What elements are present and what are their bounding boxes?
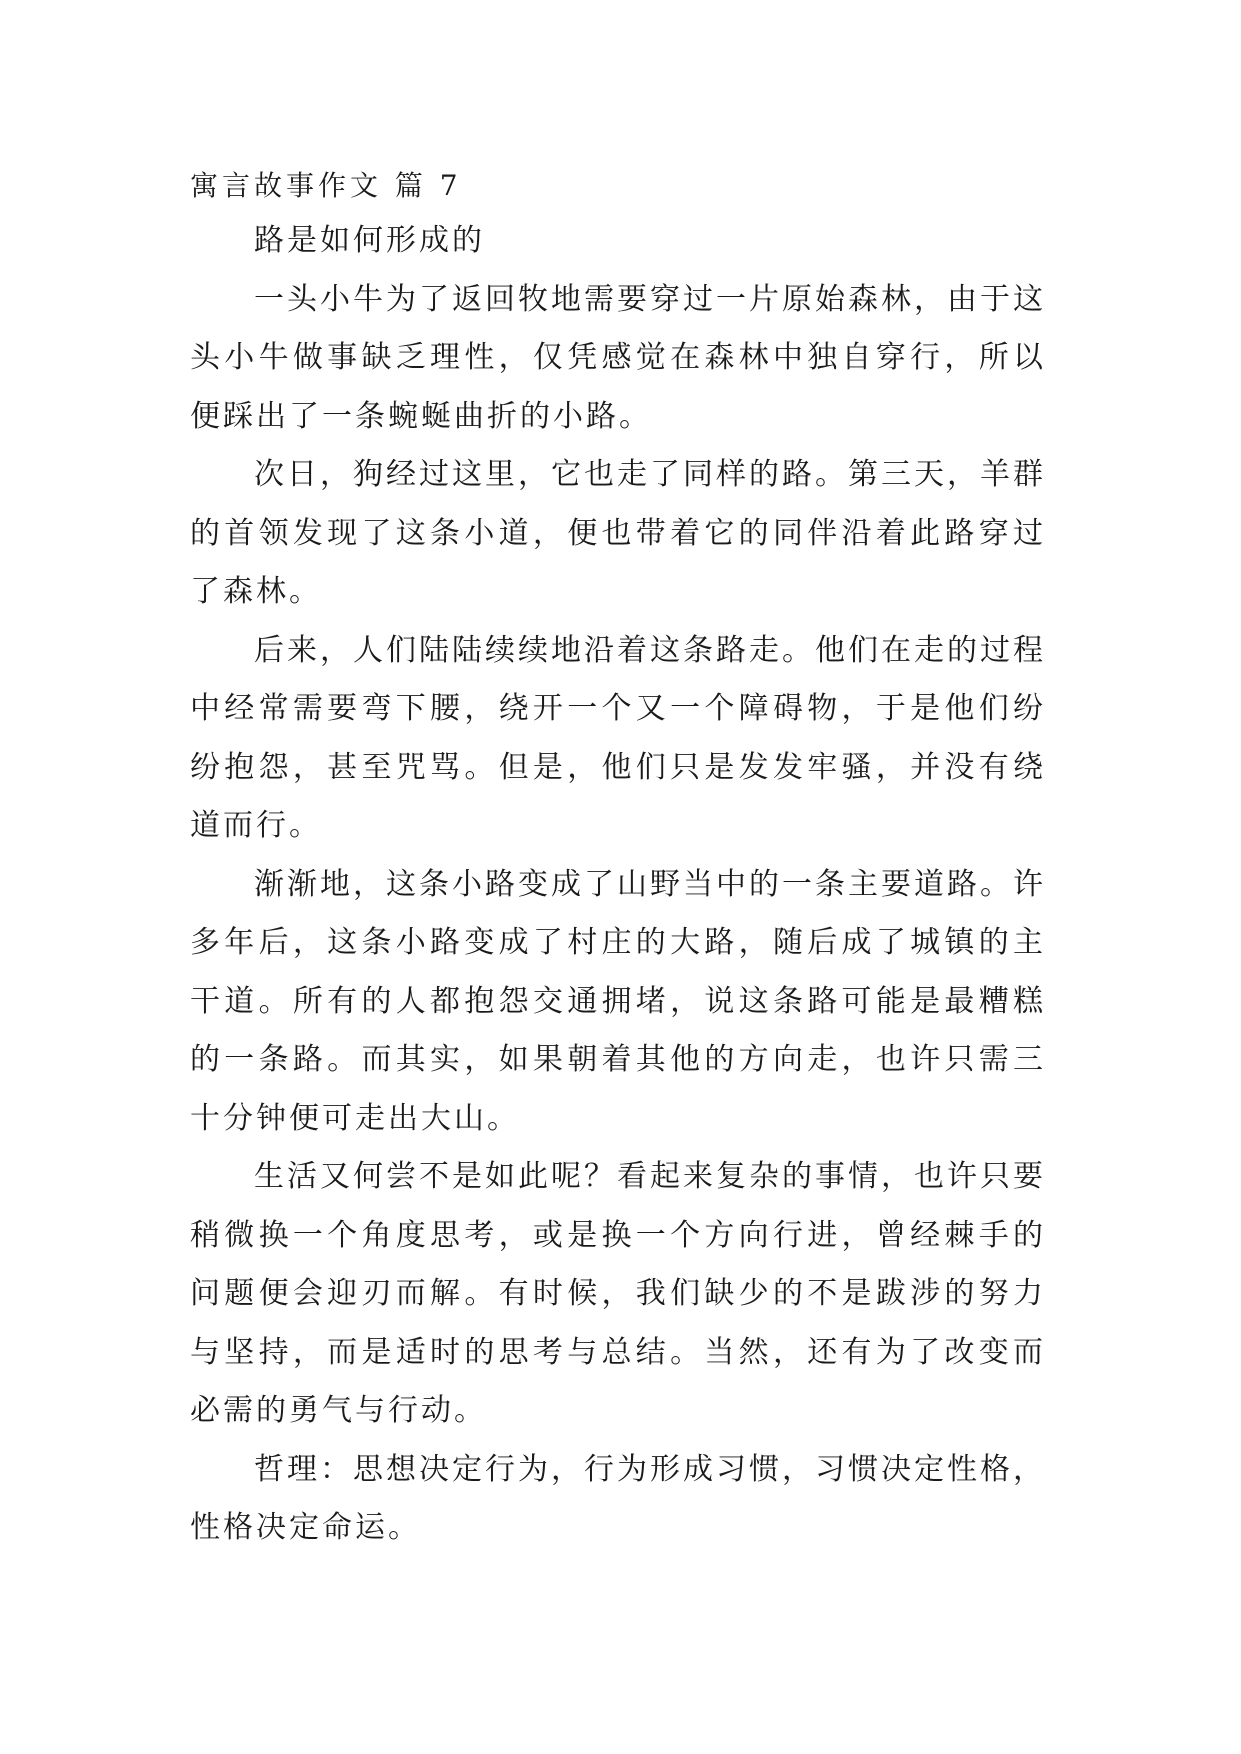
story-title: 路是如何形成的 — [254, 223, 485, 258]
moral-paragraph: 哲理：思想决定行为，行为形成习惯，习惯决定性格，性格决定命运。 — [190, 1451, 1046, 1545]
paragraph-4: 渐渐地，这条小路变成了山野当中的一条主要道路。许多年后，这条小路变成了村庄的大路，随后成了城镇的主干道。所有的人都抱怨交通拥堵，说这条路可能是最糟糕的一条路。而其实，如果朝着其他的方向走，也许只需三十分钟便可走出大山。 — [190, 866, 1046, 1136]
paragraph-1: 一头小牛为了返回牧地需要穿过一片原始森林，由于这头小牛做事缺乏理性，仅凭感觉在森林中独自穿行，所以便踩出了一条蜿蜒曲折的小路。 — [190, 281, 1046, 434]
paragraph-3: 后来，人们陆陆续续地沿着这条路走。他们在走的过程中经常需要弯下腰，绕开一个又一个障碍物，于是他们纷纷抱怨，甚至咒骂。但是，他们只是发发牢骚，并没有绕道而行。 — [190, 632, 1046, 843]
paragraph-5: 生活又何尝不是如此呢？看起来复杂的事情，也许只要稍微换一个角度思考，或是换一个方向行进，曾经棘手的问题便会迎刃而解。有时候，我们缺少的不是跋涉的努力与坚持，而是适时的思考与总结。当然，还有为了改变而必需的勇气与行动。 — [190, 1159, 1046, 1428]
paragraph-2: 次日，狗经过这里，它也走了同样的路。第三天，羊群的首领发现了这条小道，便也带着它的同伴沿着此路穿过了森林。 — [190, 457, 1046, 609]
document-title: 寓言故事作文 篇 7 — [190, 169, 462, 202]
document-body — [190, 160, 1046, 1558]
